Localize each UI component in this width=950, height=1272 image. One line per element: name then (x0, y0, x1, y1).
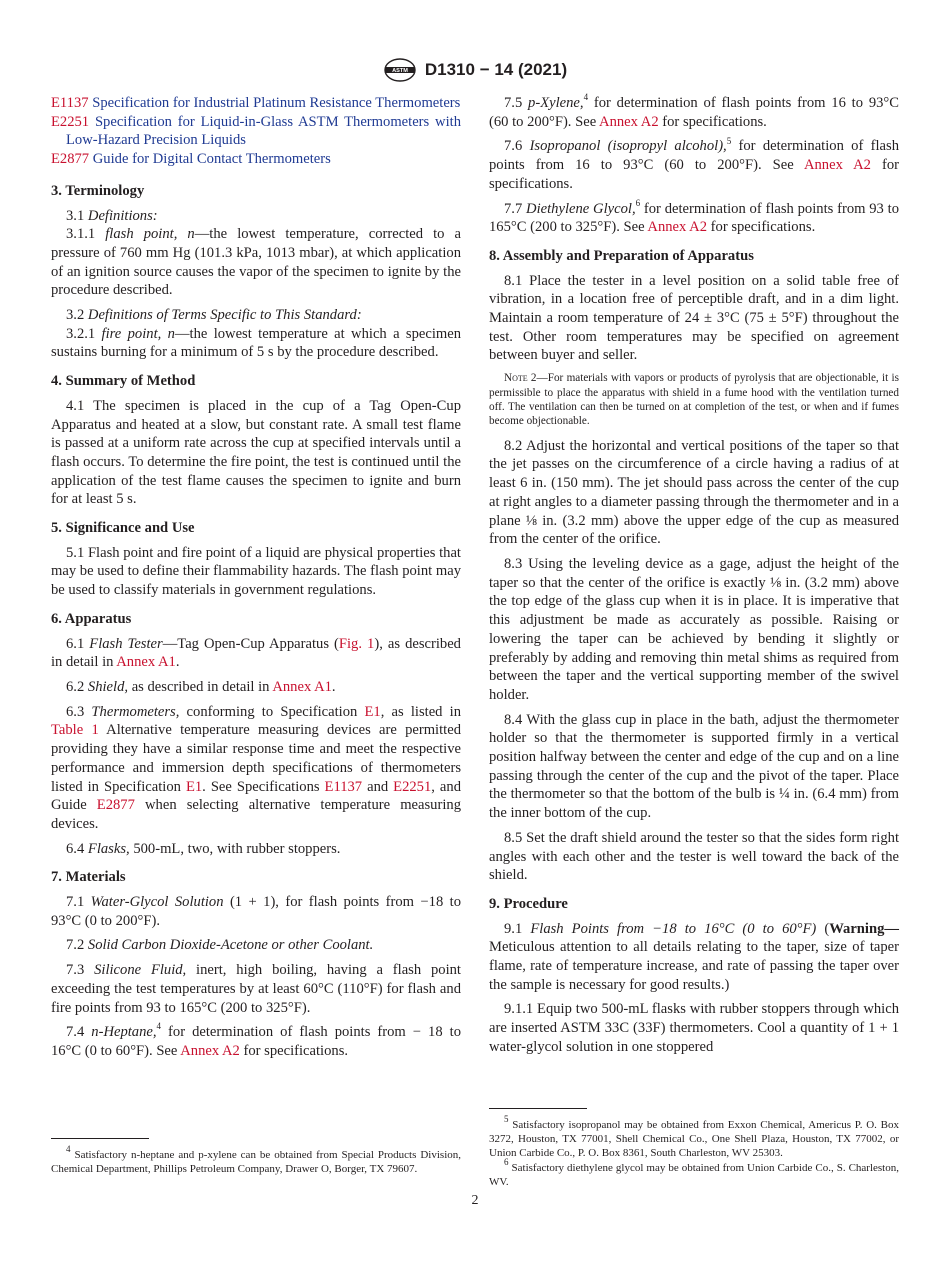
para-text: ), as described in detail in (51, 635, 461, 671)
note-label: Note 2 (504, 372, 537, 385)
para-number: 3.2 (66, 307, 85, 324)
spec-link-e1[interactable]: E1 (364, 703, 381, 720)
para-text: Alternative temperature measuring devices are permitted providing they have a similar response time and meet the respective performance and immersion depth specifications of thermometers listed in Specification (51, 722, 462, 795)
footnote-mark: 4 (66, 1144, 71, 1155)
para-text: . See Specifications (202, 778, 325, 795)
paragraph-8-2: 8.2 Adjust the horizontal and vertical positions of the taper so that the jet passes on the circumference of a circle having a radius of at least 6 in. (150 mm). The jet should pass across the center of the cup at right angles to a diameter passing through the thermometer and in a plane ⅛ in. (3.2 mm) above the upper edge of the cup as measured from the center of the orifice. (489, 437, 899, 548)
paragraph-5-1: 5.1 Flash point and fire point of a liquid are physical properties that may be used to define their flammability hazards. The flash point may be used to classify materials in government regulations. (51, 544, 461, 599)
para-term: Flash Tester (89, 635, 163, 652)
paragraph-6-2 (51, 678, 461, 697)
paragraph-6-1 (51, 635, 461, 672)
paragraph-3-1 (51, 207, 461, 226)
section-heading-assembly: 8. Assembly and Preparation of Apparatus (489, 247, 754, 264)
spec-link-e1137[interactable]: E1137 (324, 778, 363, 795)
para-text: for specifications. (707, 219, 816, 236)
para-number: 9.1 (504, 920, 523, 937)
annex-link[interactable]: Annex A1 (116, 654, 176, 671)
defined-term: flash point, n (105, 226, 195, 243)
annex-link[interactable]: Annex A1 (272, 678, 332, 695)
ref-link-e2877[interactable]: E2877 (51, 151, 90, 168)
para-term: Thermometers, (91, 703, 180, 720)
paragraph-6-4 (51, 840, 461, 859)
para-text: for determination of flash points from 16 to 93°C (60 to 200°F). See (489, 95, 899, 130)
para-text: conforming to Specification (179, 703, 365, 720)
paragraph-9-1-1: 9.1.1 Equip two 500-mL flasks with rubber stoppers through which are inserted ASTM 33C (33F) thermometers. Cool a quantity of 1 + 1 water-glycol solution in one stoppered (489, 1001, 899, 1055)
section-heading-procedure: 9. Procedure (489, 895, 568, 912)
paragraph-8-5: 8.5 Set the draft shield around the tester so that the sides form right angles with each other and the tester is well toward the back of the shield. (489, 829, 899, 884)
ref-title-e2877[interactable]: Guide for Digital Contact Thermometers (92, 151, 331, 168)
footnote-rule (51, 1138, 149, 1139)
footnote-mark: 5 (504, 1114, 509, 1125)
spec-link-e2877[interactable]: E2877 (96, 797, 135, 814)
note-2 (489, 371, 899, 429)
para-term: Flash Points from −18 to 16°C (0 to 60°F) (530, 920, 817, 937)
footnote-rule (489, 1108, 587, 1109)
section-heading-apparatus: 6. Apparatus (51, 610, 132, 627)
para-term: Diethylene Glycol, (526, 200, 636, 217)
paragraph-7-2 (51, 936, 461, 955)
annex-link[interactable]: Annex A2 (647, 219, 708, 236)
paragraph-8-1: 8.1 Place the tester in a level position on a solid table free of vibration, in a location free of perceptible draft, and in a dim light. Maintain a room temperature of 24 ± 3°C (75 ± 5°F) throughout the test. Other room temperatures may be specified on agreement between buyer and seller. (489, 272, 899, 364)
reference-item (51, 150, 461, 169)
note-text: —For materials with vapors or products of pyrolysis that are objectionable, it is permissible to place the apparatus with shield in a fume hood with the ventilation turned off. The ventilation can then be turned on at completion of the test, or when and if fumes become objectionable. (489, 372, 899, 428)
footnote-text: Satisfactory n-heptane and p-xylene can be obtained from Special Products Division, Chemical Department, Phillips Petroleum Company, Drawer O, Borger, TX 79607. (51, 1149, 461, 1176)
paragraph-4-1: 4.1 The specimen is placed in the cup of a Tag Open-Cup Apparatus and heated at a slow, but constant rate. A small test flame is passed at a uniform rate across the cup at specified intervals until a flash occurs. To determine the fire point, the test is continued until the application of the test flame causes the specimen to ignite and burn for at least 5 s. (51, 397, 461, 508)
para-text: and (362, 778, 394, 795)
ref-title-e2251[interactable]: Specification for Liquid-in-Glass ASTM Thermometers with Low-Hazard Precision Liquids (66, 113, 461, 149)
para-number: 7.5 (504, 95, 523, 111)
paragraph-7-1 (51, 893, 461, 930)
ref-link-e2251[interactable]: E2251 (51, 113, 90, 130)
para-number: 7.2 (66, 937, 85, 954)
spec-link-e1[interactable]: E1 (185, 778, 203, 795)
para-term: Shield, (87, 678, 129, 695)
section-heading-terminology: 3. Terminology (51, 182, 145, 199)
para-number: 3.1.1 (66, 226, 96, 243)
para-text: , as listed in (380, 703, 461, 720)
footnote-ref[interactable]: 4 (156, 1021, 162, 1032)
para-number: 7.3 (66, 962, 85, 979)
paragraph-7-5 (489, 94, 899, 131)
paragraph-8-4: 8.4 With the glass cup in place in the bath, adjust the thermometer holder so that the thermometer is supported firmly in a vertical position halfway between the center and edge of the cup and on a line passing through the center of the cup and the pivot of the taper. Place the thermometer so that the bottom of the bulb is ¼ in. (6.4 mm) from the inner bottom of the cup. (489, 711, 899, 822)
para-number: 3.1 (66, 207, 85, 224)
footnote-mark: 6 (504, 1156, 509, 1167)
warning-label: Warning— (829, 920, 899, 937)
spec-link-e2251[interactable]: E2251 (393, 778, 432, 795)
figure-link[interactable]: Fig. 1 (338, 635, 375, 652)
para-title: Definitions of Terms Specific to This Standard: (87, 307, 362, 324)
table-link[interactable]: Table 1 (51, 722, 99, 739)
para-number: 7.4 (66, 1024, 85, 1041)
footnote-4 (51, 1144, 461, 1176)
ref-title-e1137[interactable]: Specification for Industrial Platinum Resistance Thermometers (92, 95, 461, 111)
para-number: 7.1 (66, 894, 85, 911)
definition-text: —the lowest temperature, corrected to a pressure of 760 mm Hg (101.3 kPa, 1013 mbar), at which application of an ignition source causes the vapor of the specimen to ignite by the procedure described. (51, 226, 461, 299)
paragraph-7-3 (51, 961, 461, 1017)
right-column (489, 94, 899, 1063)
footnote-5 (489, 1114, 899, 1161)
paragraph-6-3 (51, 703, 461, 834)
para-term: p-Xylene, (528, 95, 584, 111)
para-number: 6.4 (66, 840, 85, 857)
para-number: 6.1 (66, 635, 85, 652)
para-text: —Tag Open-Cup Apparatus ( (162, 635, 339, 652)
para-term: Flasks, (87, 840, 130, 857)
para-text: for specifications. (489, 157, 899, 192)
para-number: 7.6 (504, 138, 523, 155)
paragraph-3-2-1 (51, 325, 461, 362)
page-number: 2 (471, 1193, 479, 1208)
ref-link-e1137[interactable]: E1137 (51, 95, 89, 111)
left-column (51, 94, 461, 1067)
reference-item (51, 113, 461, 150)
section-heading-significance: 5. Significance and Use (51, 520, 195, 537)
para-title: Definitions: (87, 207, 158, 224)
para-text: for determination of flash points from − 18 to 16°C (0 to 60°F). See (51, 1024, 461, 1059)
footnote-ref[interactable]: 4 (583, 92, 589, 103)
para-text: for specifications. (658, 113, 767, 130)
paragraph-7-4 (51, 1023, 461, 1060)
paragraph-3-1-1 (51, 225, 461, 300)
paragraph-7-6 (489, 137, 899, 193)
para-number: 3.2.1 (66, 325, 96, 342)
paragraph-3-2 (51, 306, 461, 325)
para-number: 7.7 (504, 200, 523, 217)
footnotes-5-6 (489, 1114, 899, 1189)
para-term: Solid Carbon Dioxide-Acetone or other Coolant. (87, 937, 374, 954)
svg-text:ASTM: ASTM (391, 68, 408, 75)
paragraph-9-1: 9.1 Flash Points from −18 to 16°C (0 to 60°F) (Warning—Meticulous attention to all details relating to the taper, size of taper flame, rate of temperature increase, and rate of passing the taper over the sample is necessary for good results.) (489, 920, 899, 993)
para-number: 6.3 (66, 703, 85, 720)
para-text: (1 + 1), for flash points from −18 to 93°C (0 to 200°F). (51, 894, 462, 929)
para-text: , and Guide (51, 778, 461, 814)
footnote-6 (489, 1156, 899, 1189)
definition-text: —the lowest temperature at which a specimen sustains burning for a minimum of 5 s by the procedure described. (51, 325, 462, 361)
para-text: 500-mL, two, with rubber stoppers. (129, 840, 341, 857)
annex-link[interactable]: Annex A2 (599, 113, 659, 130)
footnote-ref[interactable]: 6 (635, 197, 641, 208)
para-text: for determination of flash points from 16 to 93°C (60 to 200°F). See (489, 138, 900, 174)
document-id: D1310 − 14 (2021) (424, 60, 568, 79)
footnote-ref[interactable]: 5 (726, 135, 732, 146)
footnote-text: Satisfactory isopropanol may be obtained from Exxon Chemical, Americus P. O. Box 3272, Houston, TX 77001, Shell Chemical Co., One Shell Plaza, Houston, TX 77002, or Union Carbide Co., P. O. Box 8361, South Charleston, WV 25303. (489, 1119, 899, 1160)
para-number: 6.2 (66, 678, 85, 695)
defined-term: fire point, n (101, 325, 175, 342)
para-text: when selecting alternative temperature measuring devices. (51, 797, 461, 832)
para-term: Silicone Fluid, (94, 962, 187, 979)
referenced-documents (51, 94, 461, 169)
para-term: Water-Glycol Solution (90, 894, 224, 911)
para-text: for specifications. (239, 1042, 349, 1059)
annex-link[interactable]: Annex A2 (803, 157, 871, 174)
astm-logo-icon (383, 58, 417, 82)
reference-item (51, 94, 461, 113)
annex-link[interactable]: Annex A2 (180, 1042, 240, 1059)
section-heading-summary: 4. Summary of Method (51, 373, 196, 390)
page-header (0, 58, 950, 82)
para-term: Isopropanol (isopropyl alcohol), (529, 138, 727, 155)
para-text: . (331, 678, 336, 695)
para-text: inert, high boiling, having a flash point exceeding the test temperatures by at least 60°C (110°F) for flash and fire points from 93 to 165°C (200 to 325°F). (51, 962, 461, 1016)
paragraph-7-7 (489, 197, 899, 237)
section-heading-materials: 7. Materials (51, 869, 126, 886)
para-text: . (175, 654, 180, 671)
para-text: for determination of flash points from 93 to 165°C (200 to 325°F). See (489, 200, 899, 236)
footnote-text: Satisfactory diethylene glycol may be obtained from Union Carbide Co., S. Charleston, WV. (489, 1161, 899, 1188)
para-text: Meticulous attention to all details relating to the taper, size of taper flame, rate of temperature increase, and rate of passing the taper over the sample is necessary for good results.) (489, 939, 899, 993)
para-text: as described in detail in (128, 678, 273, 695)
para-term: n-Heptane, (91, 1024, 157, 1041)
paragraph-8-3: 8.3 Using the leveling device as a gage, adjust the height of the taper so that the center of the orifice is exactly ⅛ in. (3.2 mm) above the top edge of the glass cup when it is in place. It is imperative that this adjustment be made as accurately as possible. Raising or lowering the taper can be achieved by bending it slightly or preferably by adding and removing thin metal shims as required from between the taper and the vertical supporting member of the swivel holder. (489, 555, 899, 703)
